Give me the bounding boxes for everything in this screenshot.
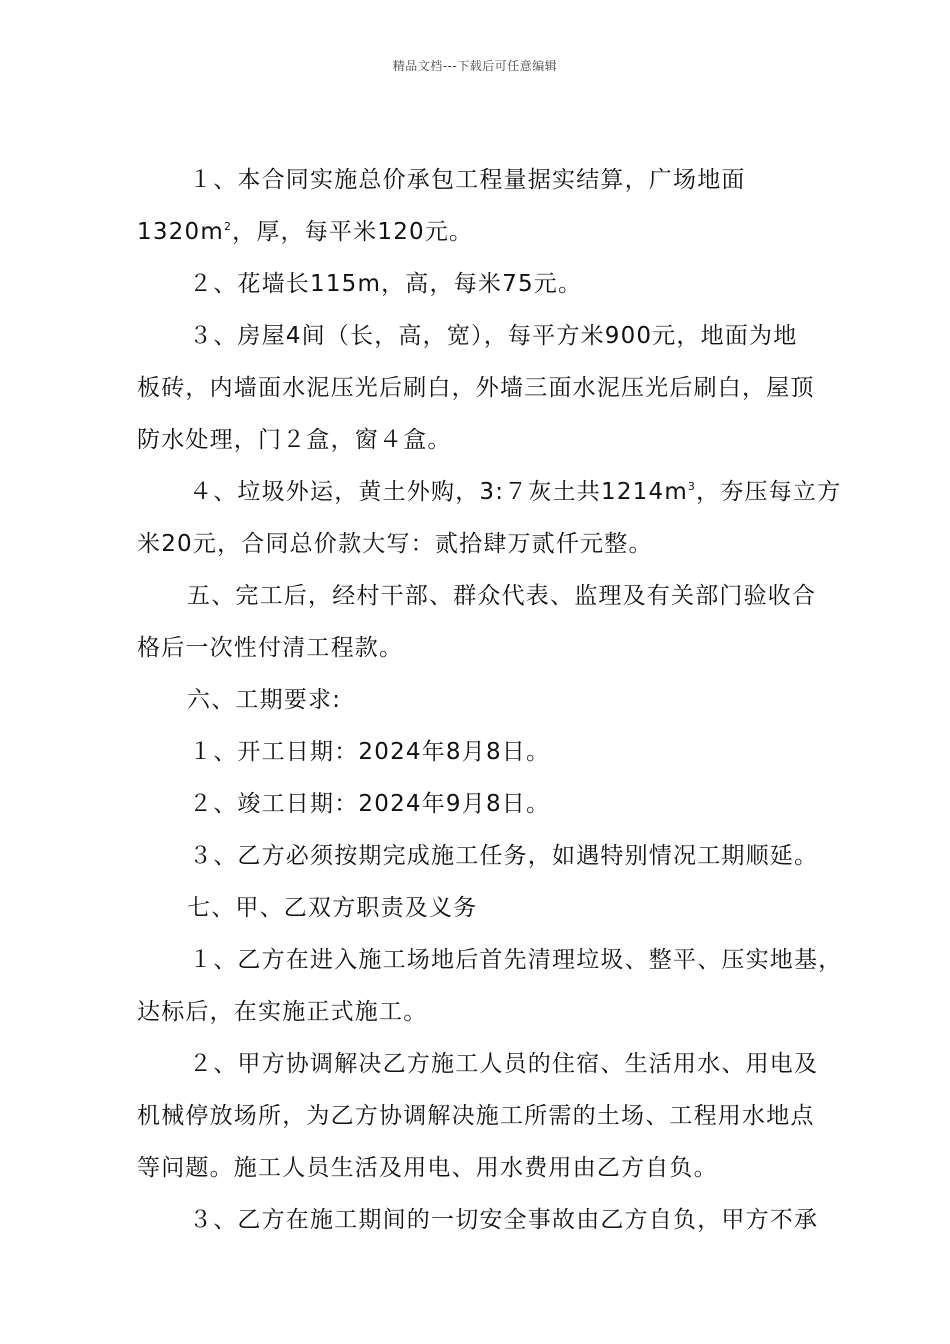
text-line: 机械停放场所，为乙方协调解决施工所需的土场、工程用水地点 (137, 1103, 815, 1129)
page-header: 精品文档---下载后可任意编辑 (392, 59, 558, 73)
paragraph-13 (137, 1194, 837, 1246)
text-line (137, 466, 842, 518)
paragraph-12 (137, 1038, 837, 1194)
text-line: 米20元，合同总价款大写：贰拾肆万贰仟元整。 (137, 531, 653, 557)
paragraph-6 (137, 674, 837, 726)
paragraph-2 (137, 258, 837, 310)
text-line: ２、甲方协调解决乙方施工人员的住宿、生活用水、用电及 (189, 1051, 819, 1077)
text-fragment: ，夯压每立方 (696, 479, 842, 505)
paragraph-8 (137, 778, 837, 830)
superscript: 2 (223, 220, 233, 233)
text-fragment: ，厚，每平米120元。 (232, 219, 474, 245)
text-fragment: ４、垃圾外运，黄土外购，3:７灰土共1214m (189, 479, 688, 505)
document-body (137, 154, 843, 1246)
text-line: 七、甲、乙双方职责及义务 (187, 895, 478, 921)
text-line: ３、乙方在施工期间的一切安全事故由乙方自负，甲方不承 (189, 1207, 819, 1233)
text-line: ３、乙方必须按期完成施工任务，如遇特别情况工期顺延。 (189, 843, 819, 869)
text-line: １、本合同实施总价承包工程量据实结算，广场地面 (189, 167, 746, 193)
text-line: ３、房屋4间（长，高，宽），每平方米900元，地面为地 (189, 323, 798, 349)
paragraph-10 (137, 882, 837, 934)
superscript: 3 (687, 480, 697, 493)
text-line: 防水处理，门２盒，窗４盒。 (137, 427, 452, 453)
text-fragment: 1320m (137, 219, 224, 245)
paragraph-11 (137, 934, 843, 1038)
paragraph-4 (137, 466, 842, 570)
paragraph-5 (137, 570, 837, 674)
text-line (137, 206, 837, 258)
text-line: １、乙方在进入施工场地后首先清理垃圾、整平、压实地基， (189, 947, 843, 973)
paragraph-1 (137, 154, 837, 258)
paragraph-9 (137, 830, 837, 882)
text-line: ２、竣工日期：2024年9月8日。 (189, 791, 551, 817)
paragraph-7 (137, 726, 837, 778)
text-line: 五、完工后，经村干部、群众代表、监理及有关部门验收合 (187, 583, 817, 609)
text-line: 六、工期要求: (187, 687, 342, 713)
text-line: 板砖，内墙面水泥压光后刷白，外墙三面水泥压光后刷白，屋顶 (137, 375, 815, 401)
text-line: ２、花墙长115m，高，每米75元。 (189, 271, 583, 297)
text-line: 等问题。施工人员生活及用电、用水费用由乙方自负。 (137, 1155, 718, 1181)
paragraph-3 (137, 310, 837, 466)
text-line: 格后一次性付清工程款。 (137, 635, 404, 661)
text-line: １、开工日期：2024年8月8日。 (189, 739, 551, 765)
text-line: 达标后，在实施正式施工。 (137, 999, 428, 1025)
